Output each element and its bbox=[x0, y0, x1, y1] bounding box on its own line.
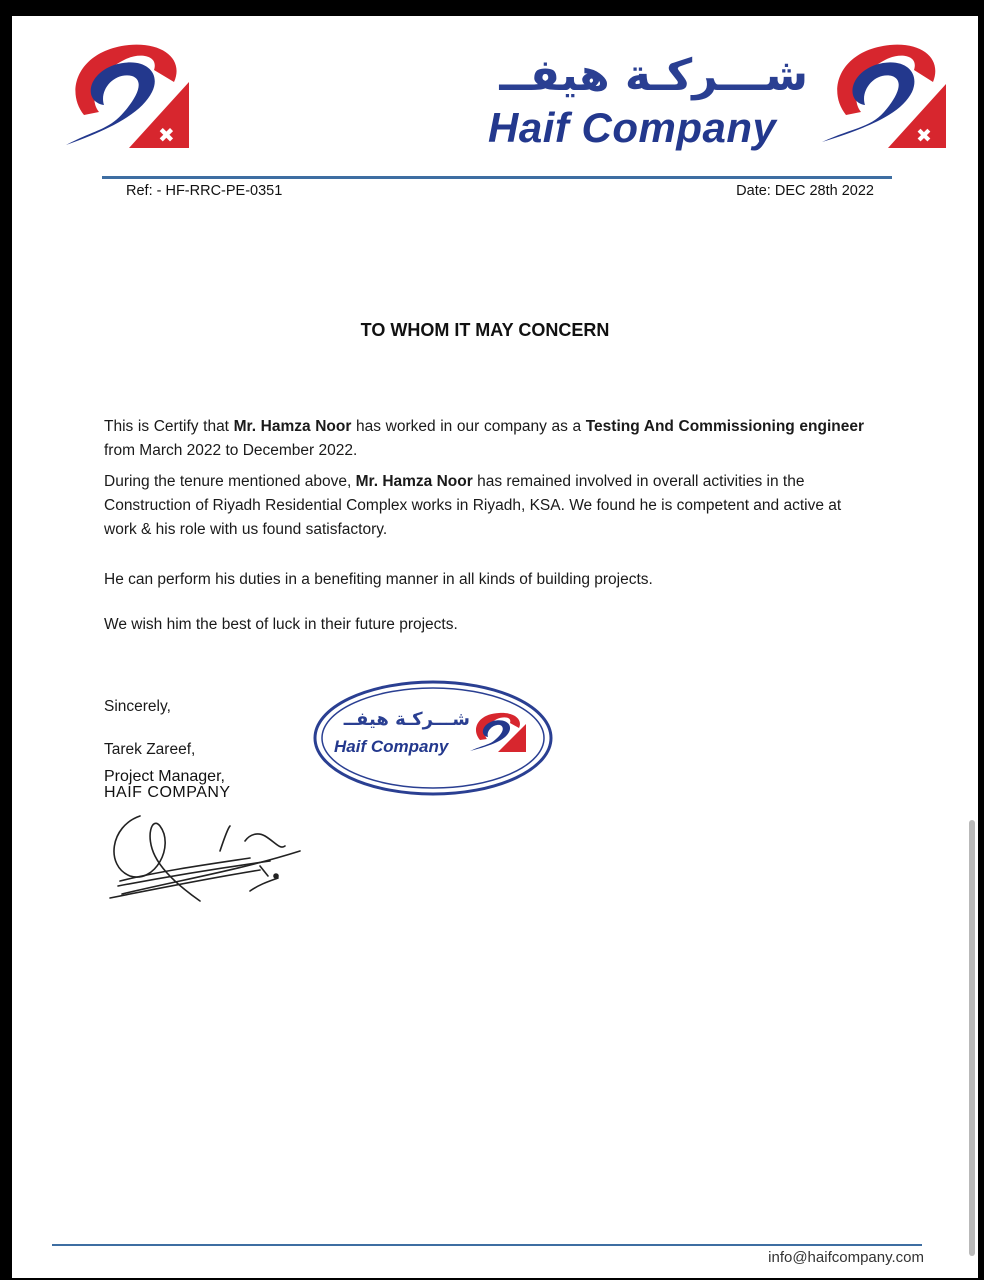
letter-page bbox=[12, 16, 978, 1278]
company-name: Haif Company bbox=[488, 104, 777, 151]
stamp-company-name: Haif Company bbox=[334, 737, 449, 756]
svg-text:✖: ✖ bbox=[158, 123, 175, 147]
paragraph-duties: He can perform his duties in a benefiting manner in all kinds of building projects. bbox=[104, 571, 653, 588]
svg-text:✖: ✖ bbox=[916, 125, 932, 147]
footer-email: info@haifcompany.com bbox=[768, 1249, 924, 1266]
p1-text-1: This is Certify that bbox=[104, 418, 234, 435]
paragraph-certification bbox=[104, 415, 864, 463]
header-divider bbox=[102, 176, 892, 179]
employee-role: Testing And Commissioning engineer bbox=[585, 418, 864, 435]
signature-icon bbox=[100, 806, 310, 906]
employee-name-2: Mr. Hamza Noor bbox=[355, 473, 473, 490]
stamp-logo-icon bbox=[468, 704, 526, 756]
employee-name: Mr. Hamza Noor bbox=[233, 418, 352, 435]
company-name-arabic: شـــركـة هيفــ bbox=[499, 50, 808, 101]
signer-title: Project Manager, bbox=[104, 768, 225, 785]
p1-text-3: from March 2022 to December 2022. bbox=[104, 442, 358, 459]
company-logo-right bbox=[818, 20, 946, 155]
company-logo-left bbox=[54, 20, 189, 155]
letter-date: Date: DEC 28th 2022 bbox=[736, 183, 874, 199]
stamp-arabic-name: شـــركـة هيفــ bbox=[343, 709, 470, 730]
p2-text-1: During the tenure mentioned above, bbox=[104, 473, 356, 490]
letter-heading: TO WHOM IT MAY CONCERN bbox=[360, 320, 610, 340]
vertical-scrollbar[interactable] bbox=[969, 820, 975, 1256]
signer-organization: HAIF COMPANY bbox=[104, 784, 231, 801]
paragraph-tenure bbox=[104, 470, 864, 542]
footer-divider bbox=[52, 1244, 922, 1246]
reference-number: Ref: - HF-RRC-PE-0351 bbox=[126, 183, 283, 199]
paragraph-wishes: We wish him the best of luck in their future projects. bbox=[104, 616, 458, 633]
p1-text-2: has worked in our company as a bbox=[351, 418, 586, 435]
signer-name: Tarek Zareef, bbox=[104, 741, 196, 758]
closing: Sincerely, bbox=[104, 698, 171, 715]
p2-text-2: has remained involved in overall activities in the Construction of Riyadh Residential Complex works in Riyadh, KSA. We found he is competent and active at work & his role with us found satisfactory. bbox=[104, 473, 842, 538]
